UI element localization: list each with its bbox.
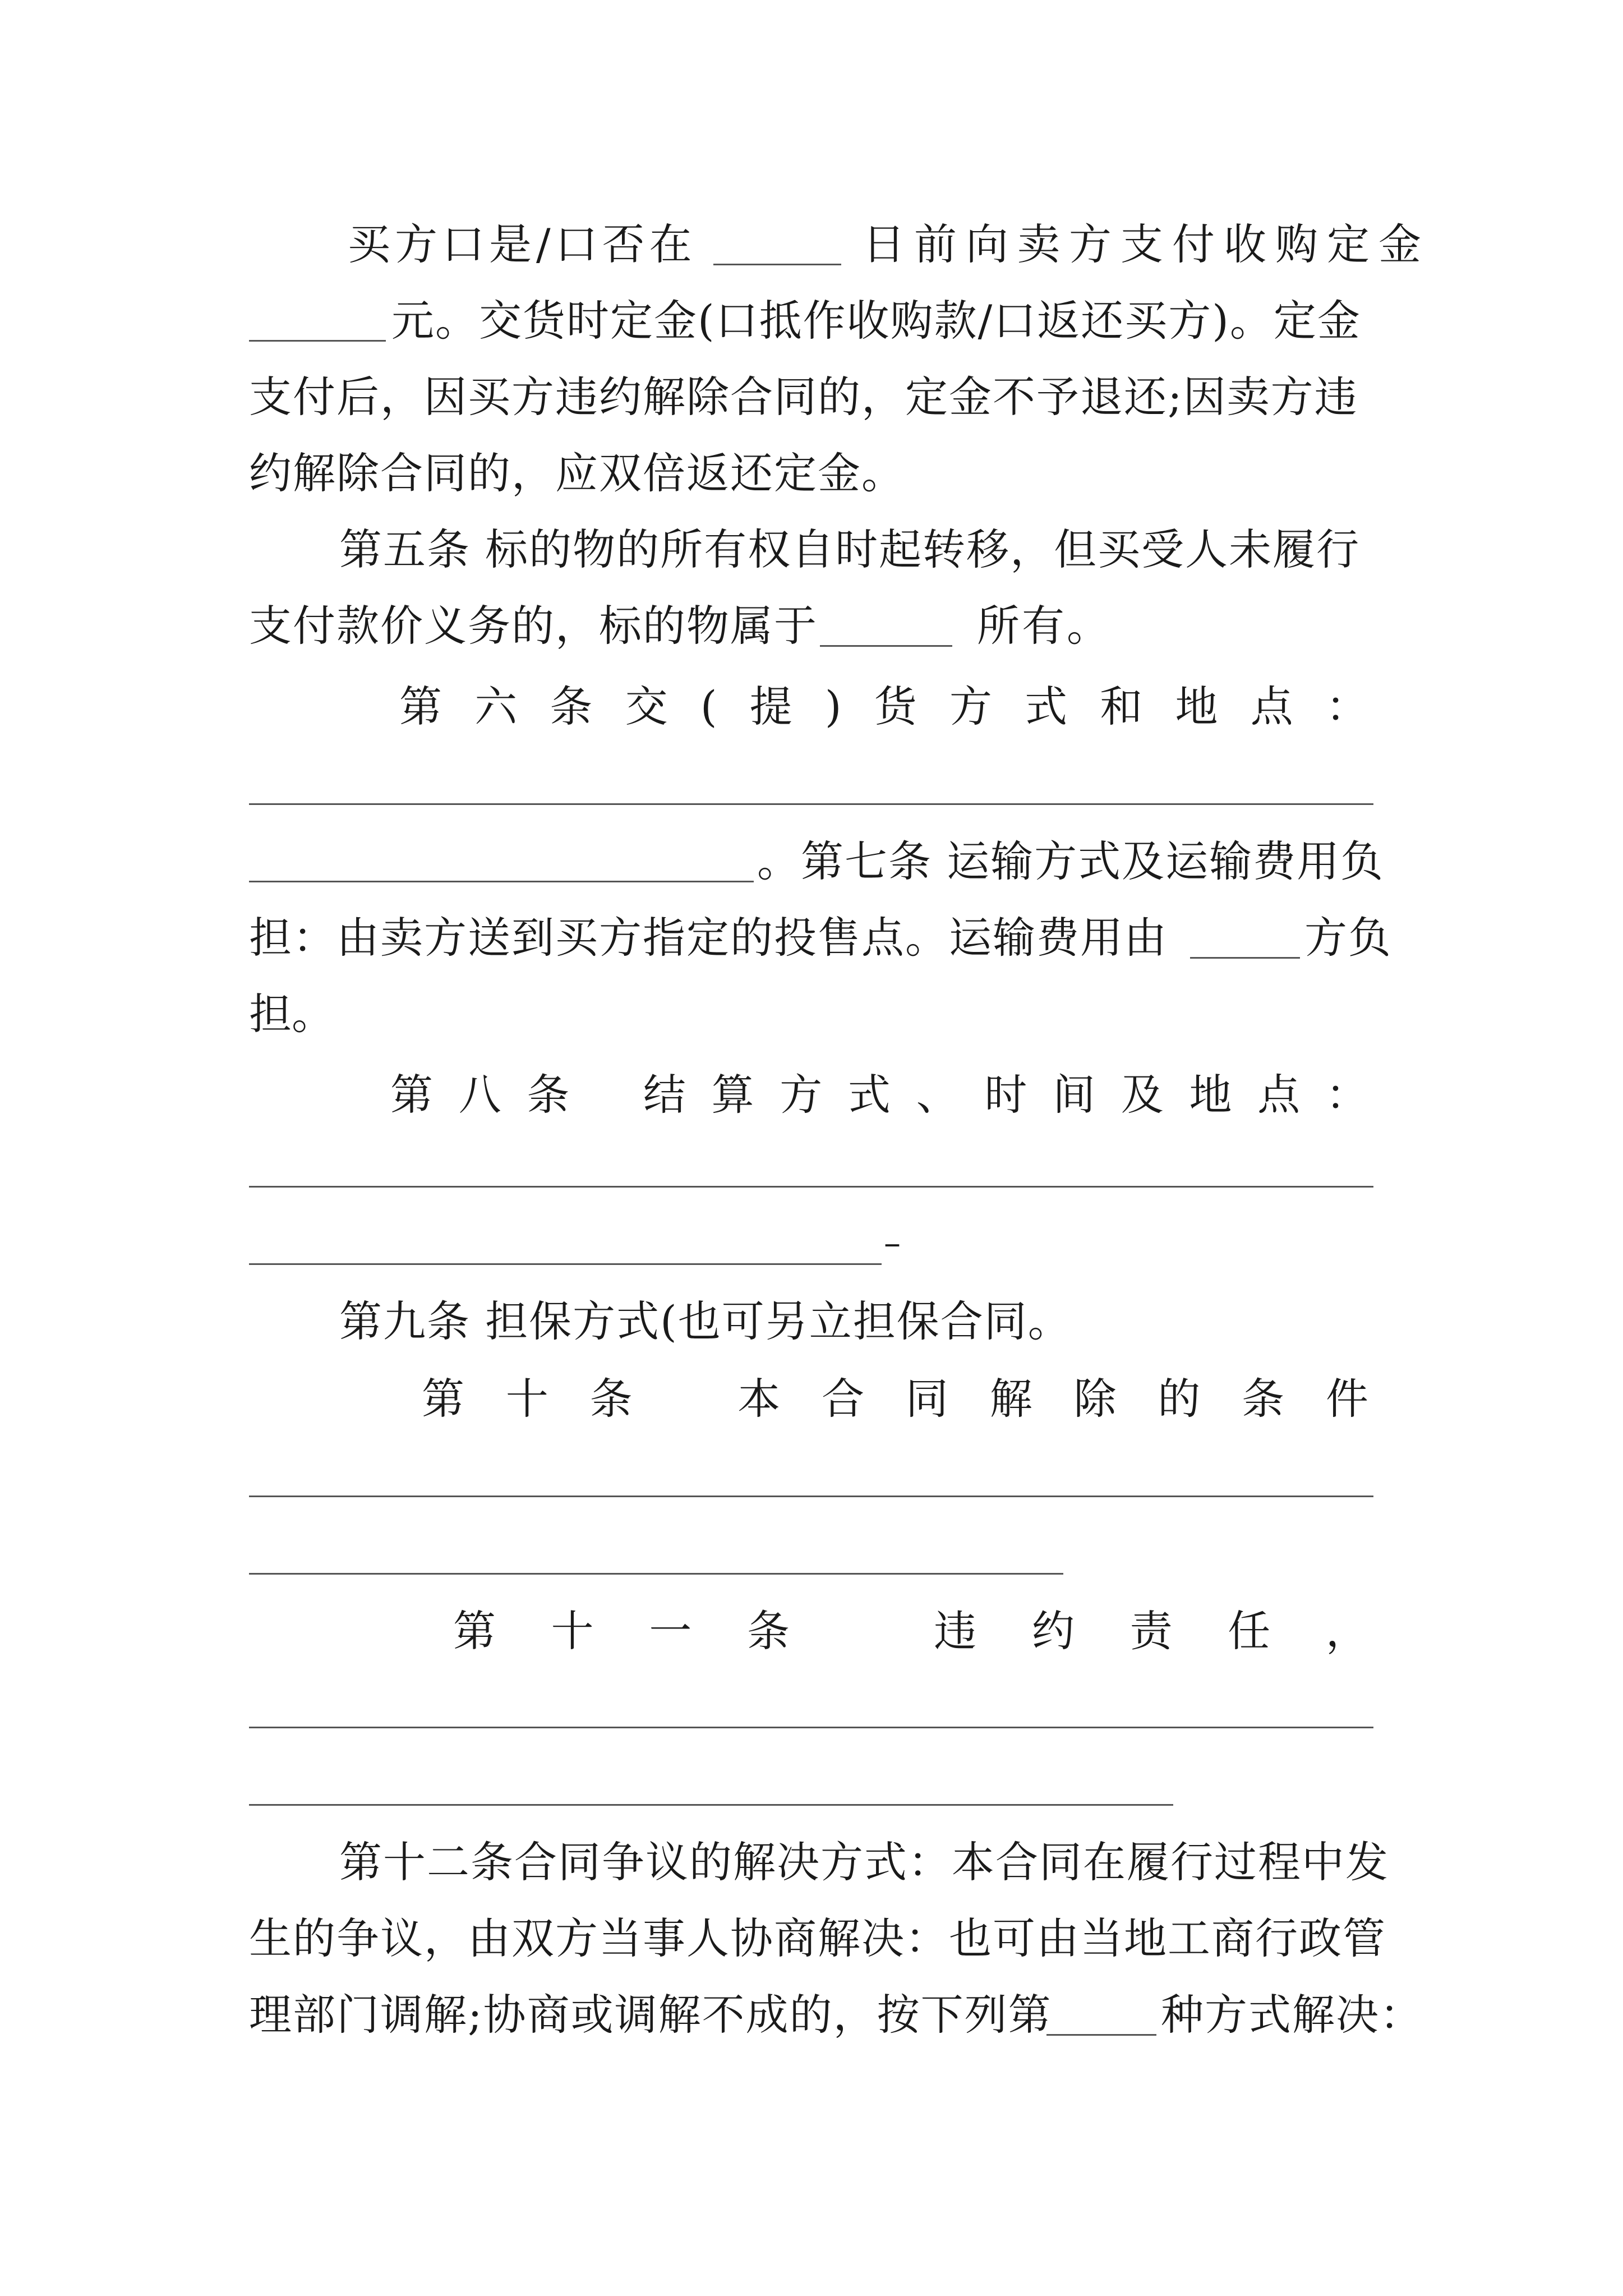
article-8-heading: 第 八 条 结 算 方 式 、 时 间 及 地 点 ： — [390, 1070, 1368, 1120]
settlement-dash: – — [884, 1223, 901, 1263]
article-7-line-3: 担。 — [249, 989, 334, 1039]
deposit-line-4: 约解除合同的，应双倍返还定金。 — [249, 448, 905, 498]
freight-payer-blank — [1190, 957, 1300, 959]
article-12-line-1: 第十二条合同争议的解决方式：本合同在履行过程中发 — [339, 1837, 1389, 1887]
deposit-line-2: 元。交货时定金(口抵作收购款/口返还买方)。定金 — [391, 296, 1361, 346]
article-12-line-3b: 种方式解决： — [1161, 1990, 1423, 2040]
settlement-blank-2 — [249, 1263, 882, 1265]
ownership-blank — [820, 645, 952, 647]
deposit-amount-blank — [249, 340, 386, 342]
liability-blank-2 — [249, 1804, 1173, 1806]
article-9-line-1: 第九条 担保方式(也可另立担保合同。 — [339, 1296, 1072, 1346]
liability-blank-1 — [249, 1727, 1373, 1728]
settlement-blank-1 — [249, 1186, 1373, 1188]
article-5-line-2b: 所有。 — [977, 601, 1112, 651]
deposit-line-3: 支付后，因买方违约解除合同的，定金不予退还;因卖方违 — [249, 372, 1358, 422]
delivery-blank-2 — [249, 881, 754, 882]
article-12-line-3: 理部门调解;协商或调解不成的，按下列第 — [249, 1990, 1052, 2040]
dispute-option-blank — [1046, 2034, 1156, 2036]
article-5-line-2: 支付款价义务的，标的物属于 — [249, 601, 818, 651]
article-10-heading: 第 十 条 本 合 同 解 除 的 条 件 — [422, 1374, 1368, 1424]
deposit-line-1b: 日前向卖方支付收购定金 — [863, 219, 1430, 269]
delivery-blank-1 — [249, 803, 1373, 805]
article-12-line-2: 生的争议，由双方当事人协商解决：也可由当地工商行政管 — [249, 1913, 1386, 1963]
article-7-line-2: 担：由卖方送到买方指定的投售点。运输费用由 — [249, 913, 1168, 963]
article-6-heading: 第 六 条 交 ( 提 ) 货 方 式 和 地 点 ： — [399, 682, 1368, 731]
termination-blank-2 — [249, 1573, 1063, 1575]
article-11-heading: 第 十 一 条 违 约 责 任 ， — [453, 1606, 1368, 1656]
deposit-date-blank — [713, 264, 841, 265]
article-7-line-1: 。第七条 运输方式及运输费用负 — [757, 836, 1385, 886]
deposit-line-1: 买方口是/口否在 — [348, 219, 697, 269]
article-7-line-2b: 方负 — [1304, 913, 1392, 963]
article-5-line-1: 第五条 标的物的所有权自时起转移，但买受人未履行 — [339, 524, 1361, 574]
termination-blank-1 — [249, 1496, 1373, 1497]
